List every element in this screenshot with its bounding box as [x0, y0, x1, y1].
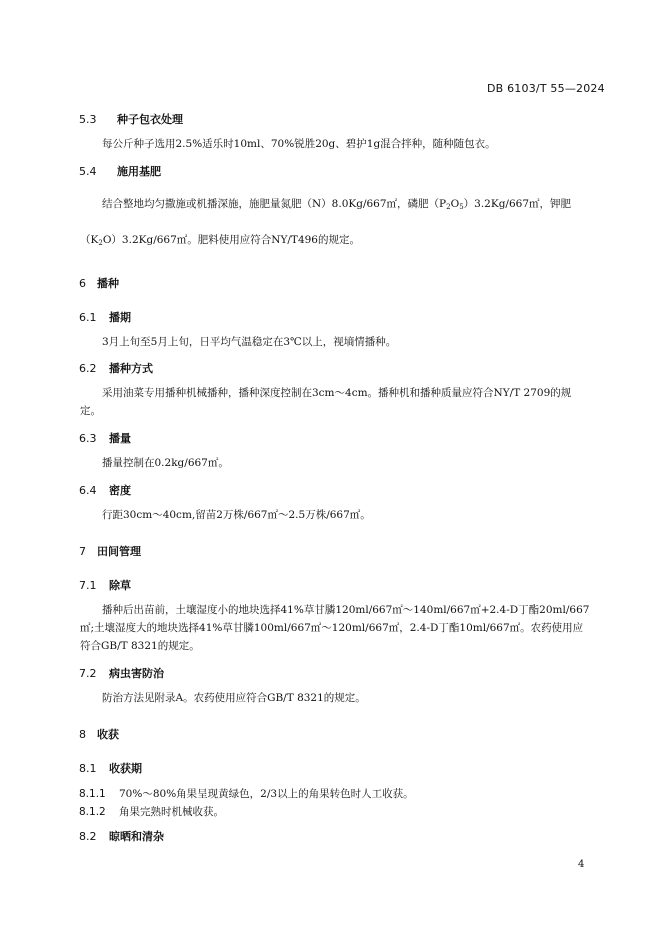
paragraph-5-4-line2 [80, 232, 360, 247]
item-text: 70%～80%角果呈现黄绿色，2/3以上的角果转色时人工收获。 [119, 788, 414, 800]
paragraph-7-2: 防治方法见附录A。农药使用应符合GB/T 8321的规定。 [102, 692, 366, 704]
heading-number: 7 [79, 545, 86, 558]
subscript: 2 [98, 239, 103, 247]
heading-number: 5.3 [79, 113, 97, 126]
heading-number: 8.2 [79, 830, 97, 843]
heading-title: 播种方式 [109, 362, 153, 375]
document-id: DB 6103/T 55—2024 [487, 82, 605, 95]
paragraph-6-2-line1: 采用油菜专用播种机械播种，播种深度控制在3cm～4cm。播种机和播种质量应符合NY/T 2709的规 [102, 387, 572, 399]
paragraph-7-1-line2: ㎡;土壤湿度大的地块选择41%草甘膦100ml/667㎡～120ml/667㎡，2.4-D丁酯10ml/667㎡。农药使用应 [80, 622, 584, 634]
heading-title: 种子包衣处理 [117, 113, 183, 126]
item-text: 角果完熟时机械收获。 [119, 806, 224, 818]
heading-title: 播种 [97, 277, 119, 290]
heading-title: 施用基肥 [117, 165, 161, 178]
heading-number: 8.1 [79, 762, 97, 775]
subscript: 2 [446, 203, 451, 211]
item-number: 8.1.2 [79, 806, 106, 818]
heading-6-3 [79, 430, 131, 446]
heading-title: 密度 [109, 484, 131, 497]
heading-5-4 [79, 163, 161, 179]
text-run: ）3.2Kg/667㎡，钾肥 [463, 198, 571, 210]
heading-title: 播量 [109, 432, 131, 445]
page-number: 4 [578, 859, 585, 870]
heading-title: 收获期 [109, 762, 142, 775]
heading-number: 5.4 [79, 165, 97, 178]
paragraph-5-3: 每公斤种子选用2.5%适乐时10ml、70%锐胜20g、碧护1g混合拌种，随种随包衣。 [102, 138, 496, 150]
heading-7-2 [79, 665, 164, 681]
paragraph-6-3: 播量控制在0.2kg/667㎡。 [102, 457, 229, 469]
heading-8-2 [79, 828, 164, 844]
heading-number: 6.2 [79, 362, 97, 375]
heading-8 [79, 726, 119, 742]
heading-title: 除草 [109, 579, 131, 592]
heading-number: 7.2 [79, 667, 97, 680]
paragraph-7-1-line1: 播种后出苗前，土壤湿度小的地块选择41%草甘膦120ml/667㎡～140ml/667㎡+2.4-D丁酯20ml/667 [102, 604, 590, 616]
heading-title: 田间管理 [97, 545, 141, 558]
heading-7-1 [79, 577, 131, 593]
heading-number: 8 [79, 728, 86, 741]
paragraph-7-1-line3: 符合GB/T 8321的规定。 [80, 640, 200, 652]
subscript: 5 [459, 203, 464, 211]
heading-6-2 [79, 360, 153, 376]
heading-title: 播期 [109, 311, 131, 324]
heading-number: 6.3 [79, 432, 97, 445]
text-run: 结合整地均匀撒施或机播深施，施肥量氮肥（N）8.0Kg/667㎡，磷肥（P [102, 198, 447, 210]
text-run: （K [80, 234, 99, 246]
paragraph-5-4-line1 [102, 196, 571, 211]
heading-6 [79, 275, 119, 291]
heading-title: 晾晒和清杂 [109, 830, 164, 843]
heading-8-1 [79, 760, 142, 776]
paragraph-6-1: 3月上旬至5月上旬，日平均气温稳定在3℃以上，视墒情播种。 [102, 336, 397, 348]
item-8-1-1 [79, 786, 414, 801]
item-8-1-2 [79, 804, 224, 819]
heading-5-3 [79, 111, 183, 127]
heading-number: 6.1 [79, 311, 97, 324]
heading-number: 6.4 [79, 484, 97, 497]
paragraph-6-2-line2: 定。 [80, 405, 101, 417]
heading-title: 病虫害防治 [109, 667, 164, 680]
heading-number: 7.1 [79, 579, 97, 592]
heading-title: 收获 [97, 728, 119, 741]
paragraph-6-4: 行距30cm～40cm,留苗2万株/667㎡～2.5万株/667㎡。 [102, 509, 371, 521]
heading-6-4 [79, 482, 131, 498]
heading-number: 6 [79, 277, 86, 290]
heading-6-1 [79, 309, 131, 325]
heading-7 [79, 543, 141, 559]
item-number: 8.1.1 [79, 788, 106, 800]
text-run: O [450, 198, 460, 210]
text-run: O）3.2Kg/667㎡。肥料使用应符合NY/T496的规定。 [102, 234, 360, 246]
